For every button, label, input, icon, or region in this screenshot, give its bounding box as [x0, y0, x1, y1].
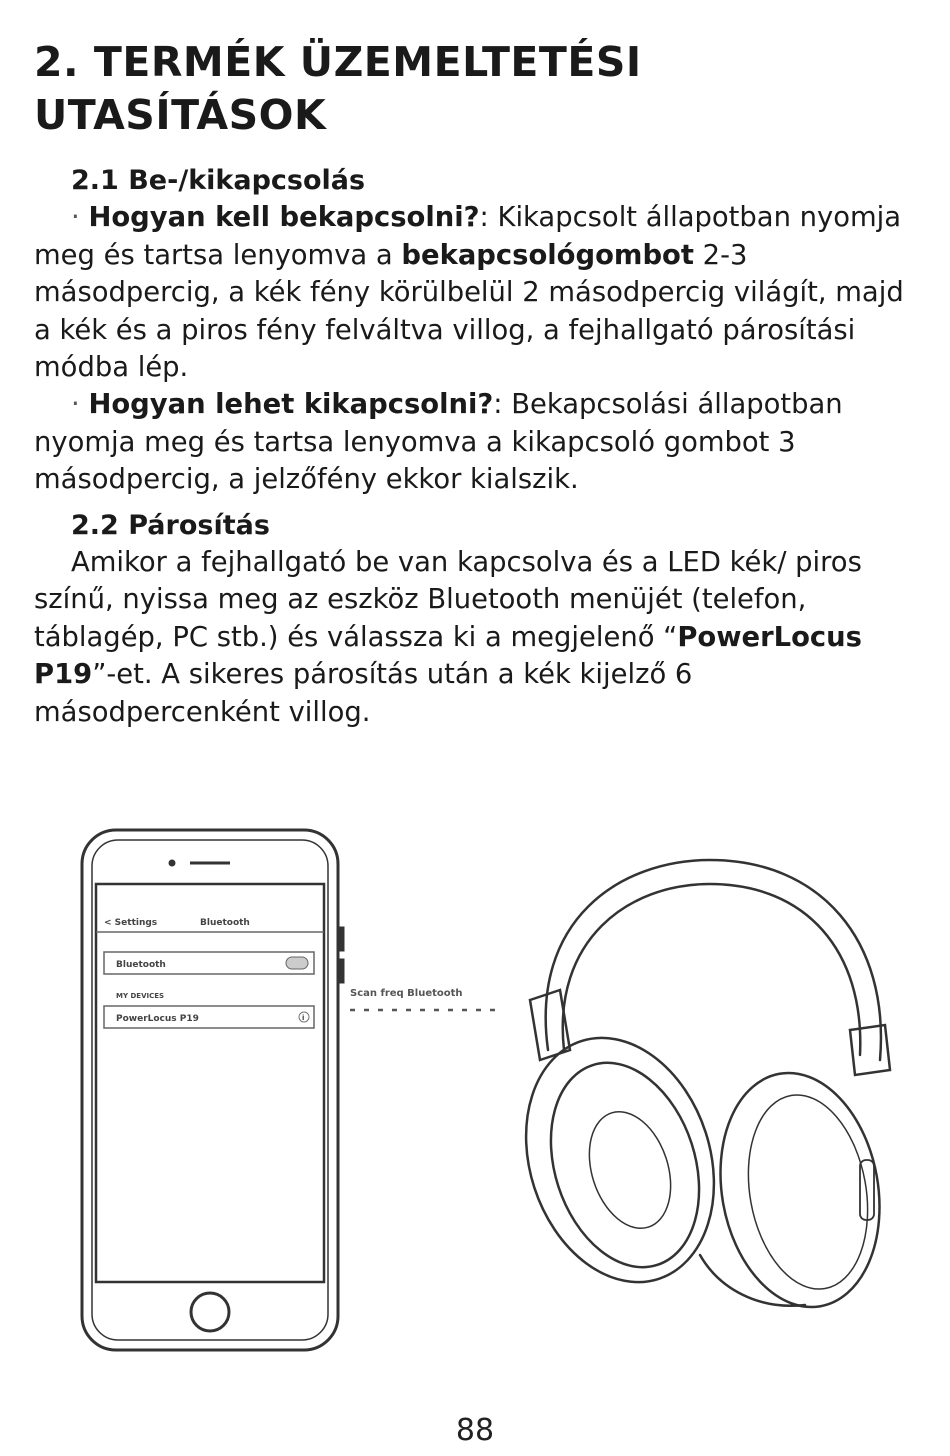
title-line-1: 2. TERMÉK ÜZEMELTETÉSI: [34, 38, 642, 86]
right-slider: [850, 1025, 890, 1075]
power-on-text-rest: 2-3 másodpercig, a kék fény körülbelül 2 másodpercig világít, majd a kék és a piros fény felváltva villog, a fejhallgató párosítási módba lép.: [34, 239, 904, 384]
power-on-text: : Kikapcsolt állapotban nyomja meg és tartsa lenyomva a: [34, 202, 902, 271]
page-title: [34, 36, 914, 142]
section-heading-pairing: 2.2 Párosítás: [71, 509, 270, 541]
phone-body: [82, 830, 338, 1350]
power-off-text: : Bekapcsolási állapotban nyomja meg és tartsa lenyomva a kikapcsoló gombot 3 másodpercig, a jelzőfény ekkor kialszik.: [34, 389, 843, 496]
screen-title: Bluetooth: [200, 918, 250, 928]
info-letter: i: [302, 1014, 305, 1022]
phone-screen-ui: [96, 918, 324, 1028]
headband-inner: [563, 884, 861, 1055]
title-line-2: UTASÍTÁSOK: [34, 91, 327, 139]
page-number: 88: [455, 1413, 495, 1448]
earcup-link: [700, 1255, 805, 1306]
pairing-text-end: ”-et. A sikeres párosítás után a kék kijelző 6 másodpercenként villog.: [34, 659, 693, 728]
phone-camera: [170, 861, 174, 865]
pairing-text: Amikor a fejhallgató be van kapcsolva és a LED kék/ piros színű, nyissa meg az eszköz Bluetooth menüjét (telefon, táblagép, PC stb.) és válassza ki a megjelenő: [34, 547, 862, 653]
bullet-mark: ·: [71, 389, 80, 421]
bullet-mark: ·: [71, 202, 80, 234]
home-button-icon: [191, 1293, 229, 1331]
bluetooth-row-label: Bluetooth: [116, 960, 166, 970]
back-link: < Settings: [104, 918, 158, 928]
power-button-term: bekapcsológombot: [401, 239, 694, 271]
phone-side-button: [338, 928, 343, 950]
toggle-icon: [286, 957, 308, 969]
pairing-illustration: [60, 800, 900, 1370]
phone-screen: [96, 884, 324, 1282]
phone-inner-edge: [92, 840, 328, 1340]
instructions-body: [34, 162, 924, 731]
quote-open: “: [663, 621, 678, 653]
device-name: PowerLocus P19: [34, 621, 862, 691]
devices-header: MY DEVICES: [116, 992, 165, 1000]
question-power-on: Hogyan kell bekapcsolni?: [88, 202, 480, 234]
headband-outer: [546, 860, 881, 1060]
paragraph-pairing: [34, 544, 924, 731]
section-heading-power: 2.1 Be-/kikapcsolás: [71, 165, 366, 196]
question-power-off: Hogyan lehet kikapcsolni?: [88, 389, 494, 421]
phone-illustration: [82, 830, 343, 1350]
headphones-illustration: [496, 860, 898, 1320]
right-earcup-outer: [703, 1060, 898, 1320]
phone-side-button: [338, 960, 343, 982]
arrow-label: Scan freq Bluetooth: [350, 988, 463, 999]
connection-arrow: [350, 988, 500, 1010]
left-driver-pad: [575, 1101, 684, 1239]
paragraph-power-on: [34, 199, 924, 386]
paragraph-power-off: [34, 386, 924, 498]
device-row-label: PowerLocus P19: [116, 1014, 199, 1024]
